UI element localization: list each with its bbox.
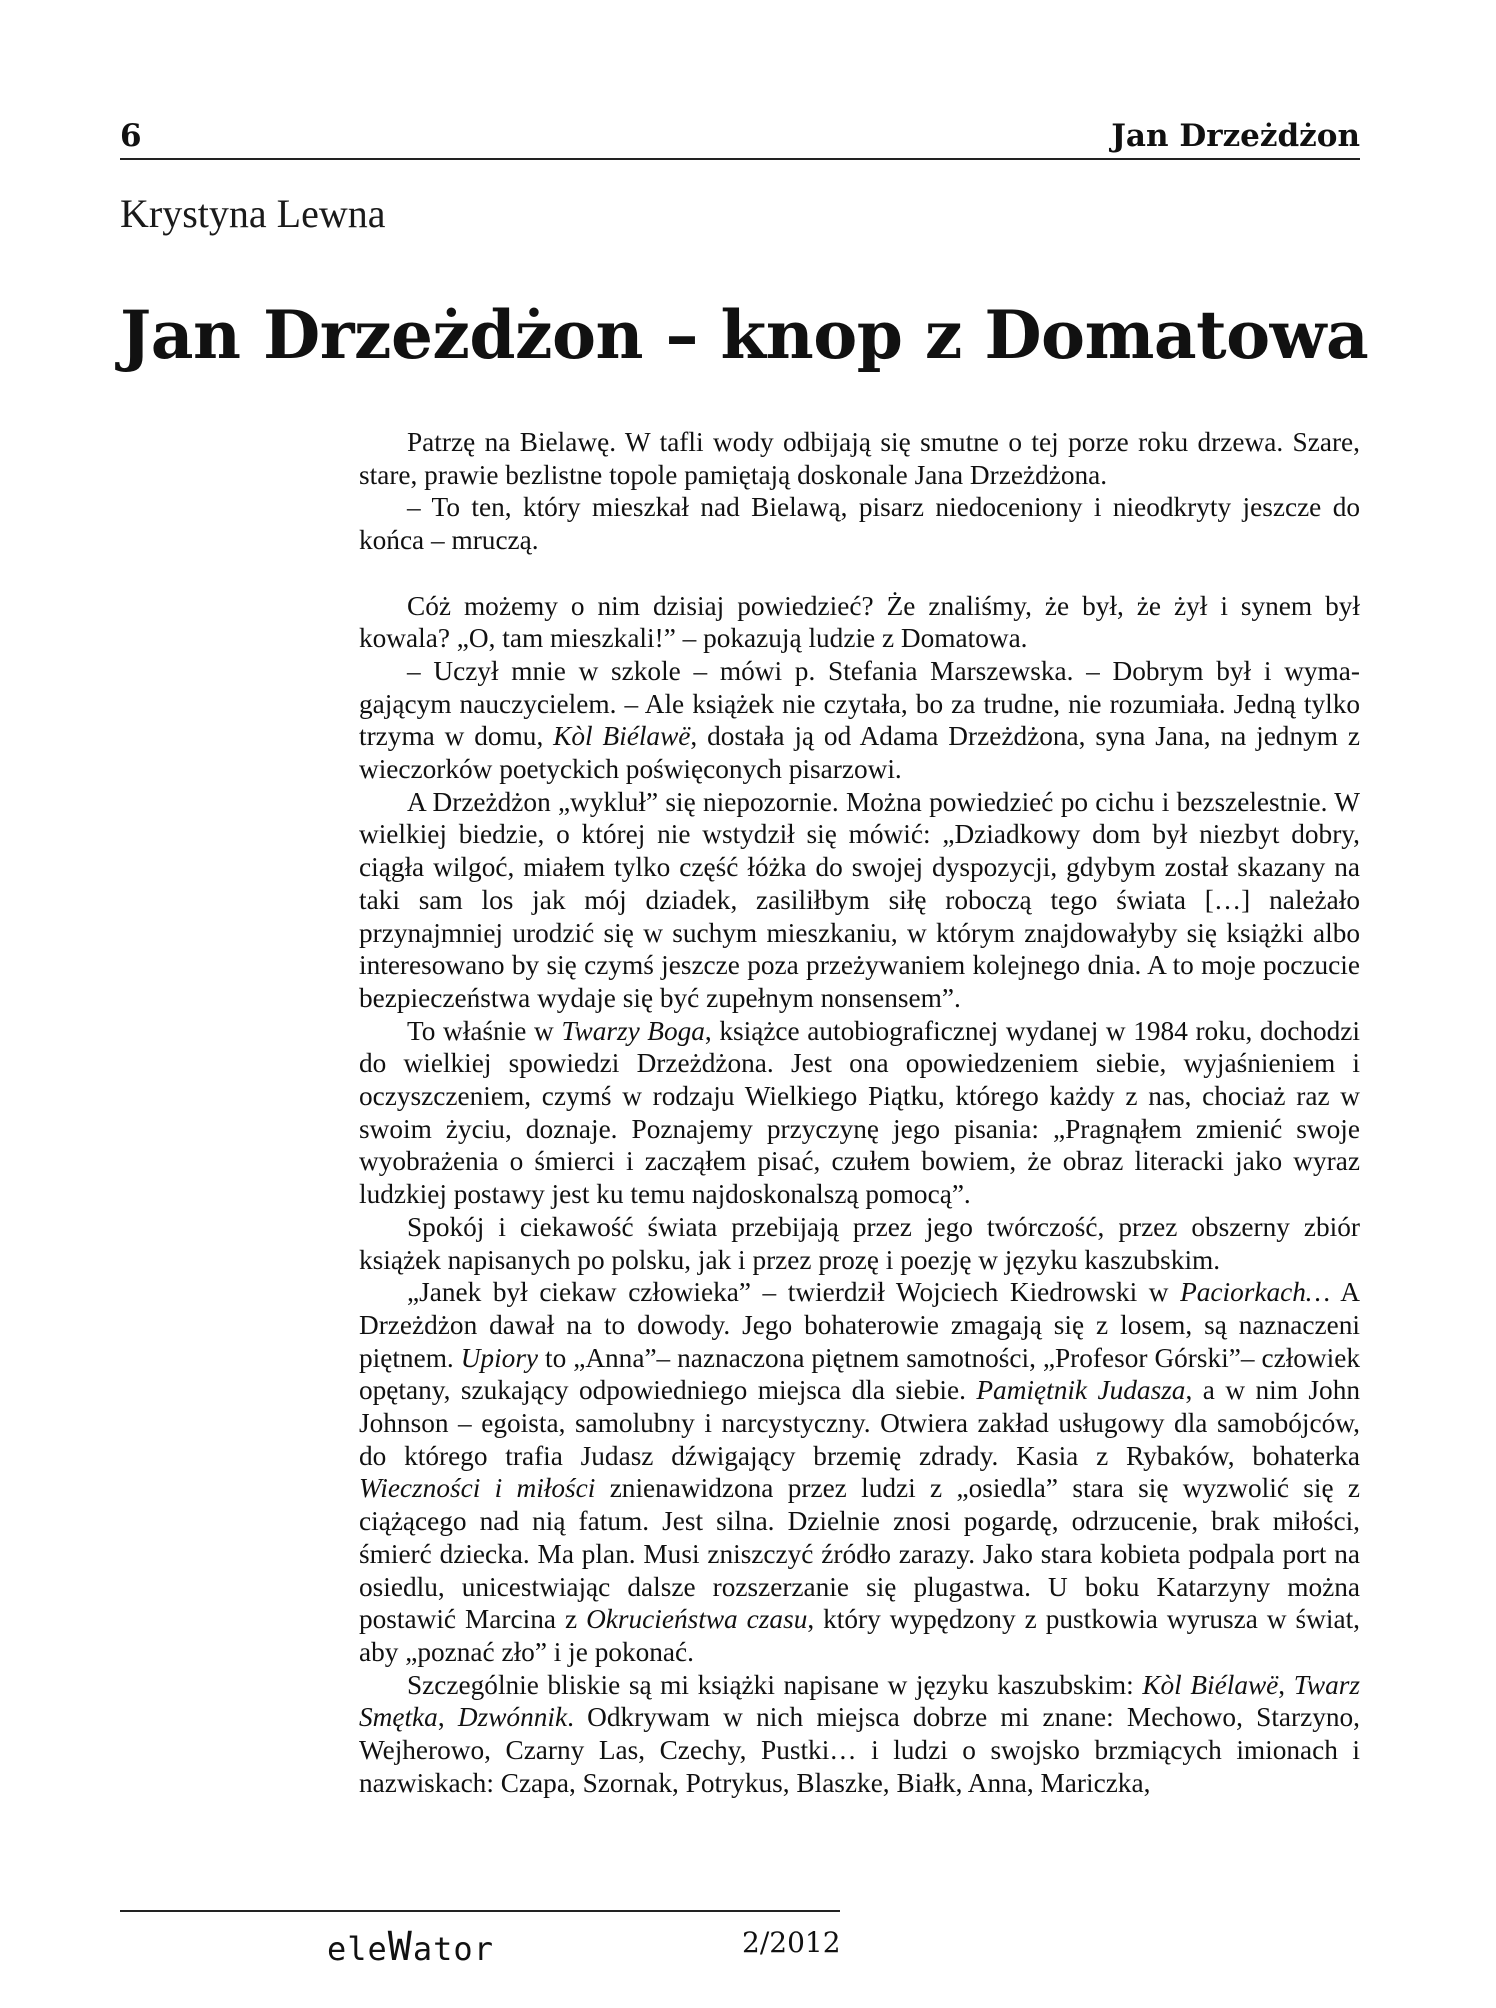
book-title: Wieczności i miłości xyxy=(359,1473,596,1504)
paragraph: Cóż możemy o nim dzisiaj powiedzieć? Że znaliśmy, że był, że żył i synem był kowala? „O, tam mieszkali!” – pokazują ludzie z Domatowa. xyxy=(359,590,1360,654)
book-title: Twarz Smętka xyxy=(359,1669,1360,1733)
paragraph: Spokój i ciekawość świata przebijają przez jego twórczość, przez obszerny zbiór książek napisanych po polsku, jak i przez prozę i poezję w języku kaszubskim. xyxy=(359,1211,1360,1275)
magazine-logo: eleWator xyxy=(327,1924,494,1970)
footer-rule xyxy=(120,1910,840,1912)
book-title: Okrucieństwa czasu xyxy=(586,1604,808,1635)
paragraph: – Uczył mnie w szkole – mówi p. Stefania Marszewska. – Dobrym był i wymagającym nauczycielem. – Ale książek nie czytała, bo za trudne, nie rozumiała. Jedną tylko trzyma w domu, Kòl Biélawë, dostała ją od Adama Drzeżdżona, syna Jana, na jednym z wieczorków poetyckich poświęconych pisarzowi. xyxy=(359,655,1360,785)
paragraph: A Drzeżdżon „wykluł” się niepozornie. Można powiedzieć po cichu i bezszelestnie. W wielkiej biedzie, o której nie wstydził się mówić: „Dziadkowy dom był niezbyt dobry, ciągła wilgoć, miałem tylko część łóżka do swojej dyspozycji, gdybym został skazany na taki sam los jak mój dziadek, zasiliłbym siłę roboczą tego świata […] należało przynajmniej urodzić się w suchym mieszkaniu, w którym znajdowałyby się książki albo interesowano by się czymś jeszcze poza przeżywaniem kolejnego dnia. A to moje poczucie bezpieczeństwa wydaje się być zupełnym nonsensem”. xyxy=(359,786,1360,1013)
article-title: Jan Drzeżdżon – knop z Domatowa xyxy=(120,296,1369,374)
paragraph: – To ten, który mieszkał nad Bielawą, pisarz niedoceniony i nieodkryty jeszcze do końca – mruczą. xyxy=(359,492,1360,556)
book-title: Kòl Biélawë xyxy=(553,721,691,752)
issue-number: 2/2012 xyxy=(742,1926,841,1959)
paragraph: Szczególnie bliskie są mi książki napisane w języku kaszubskim: Kòl Biélawë, Twarz Smętka, Dzwónnik. Odkrywam w nich miejsca dobrze mi znane: Mechowo, Starzyno, Wejherowo, Czarny Las, Czechy, Pustki… i ludzi o swojsko brzmiących imionach i nazwiskach: Czapa, Szornak, Potrykus, Blaszke, Białk, Anna, Mariczka, xyxy=(359,1669,1360,1798)
book-title: Paciorkach… xyxy=(1180,1277,1331,1308)
book-title: Kòl Biélawë xyxy=(1142,1669,1279,1700)
article-author: Krystyna Lewna xyxy=(120,191,386,236)
book-title: Pamiętnik Judasza xyxy=(976,1375,1186,1406)
book-title: Twarzy Boga xyxy=(561,1015,705,1046)
paragraph: To właśnie w Twarzy Boga, książce autobiograficznej wydanej w 1984 roku, dochodzi do wielkiej spowiedzi Drzeżdżona. Jest ona opowiedzeniem siebie, wyjaśnieniem i oczyszczeniem, czymś w rodzaju Wielkiego Piątku, którego każdy z nas, chociaż raz w swoim życiu, doznaje. Poznajemy przyczynę jego pisania: „Pragnąłem zmienić swoje wyobrażenia o śmierci i zacząłem pisać, czułem bowiem, że obraz literacki jako wyraz ludzkiej postawy jest ku temu najdoskonalszą pomocą”. xyxy=(359,1015,1360,1210)
page-number: 6 xyxy=(120,118,142,154)
book-title: Dzwónnik xyxy=(457,1702,568,1733)
article-body xyxy=(359,426,1360,1800)
paragraph: Patrzę na Bielawę. W tafli wody odbijają się smutne o tej porze roku drzewa. Szare, stare, prawie bezlistne topole pamiętają doskonale Jana Drzeżdżona. xyxy=(359,427,1360,490)
running-header xyxy=(120,112,1360,160)
book-title: Upiory xyxy=(460,1342,539,1373)
running-title: Jan Drzeżdżon xyxy=(1111,118,1360,154)
paragraph: „Janek był ciekaw człowieka” – twierdził Wojciech Kiedrowski w Paciorkach… A Drzeżdżon dawał na to dowody. Jego bohaterowie zmagają się z losem, są naznaczeni piętnem. Upiory to „Anna”– naznaczona piętnem samotności, „Profesor Górski”– człowiek opętany, szukający odpowiedniego miejsca dla siebie. Pamiętnik Judasza, a w nim John Johnson – egoista, samolubny i narcystyczny. Otwiera zakład usługowy dla samobójców, do którego trafia Judasz dźwigający brzemię zdrady. Kasia z Rybaków, bohaterka Wieczności i miłości znienawidzona przez ludzi z „osiedla” stara się wyzwolić się z ciążącego nad nią fatum. Jest silna. Dzielnie znosi pogardę, odrzucenie, brak miłości, śmierć dziecka. Ma plan. Musi zniszczyć źródło zarazy. Jako stara kobieta podpala port na osiedlu, unicestwiając dalsze rozszerzanie się plugastwa. U boku Katarzyny można postawić Marcina z Okrucieństwa czasu, który wypędzony z pustkowia wyrusza w świat, aby „poznać zło” i je pokonać. xyxy=(359,1277,1361,1667)
